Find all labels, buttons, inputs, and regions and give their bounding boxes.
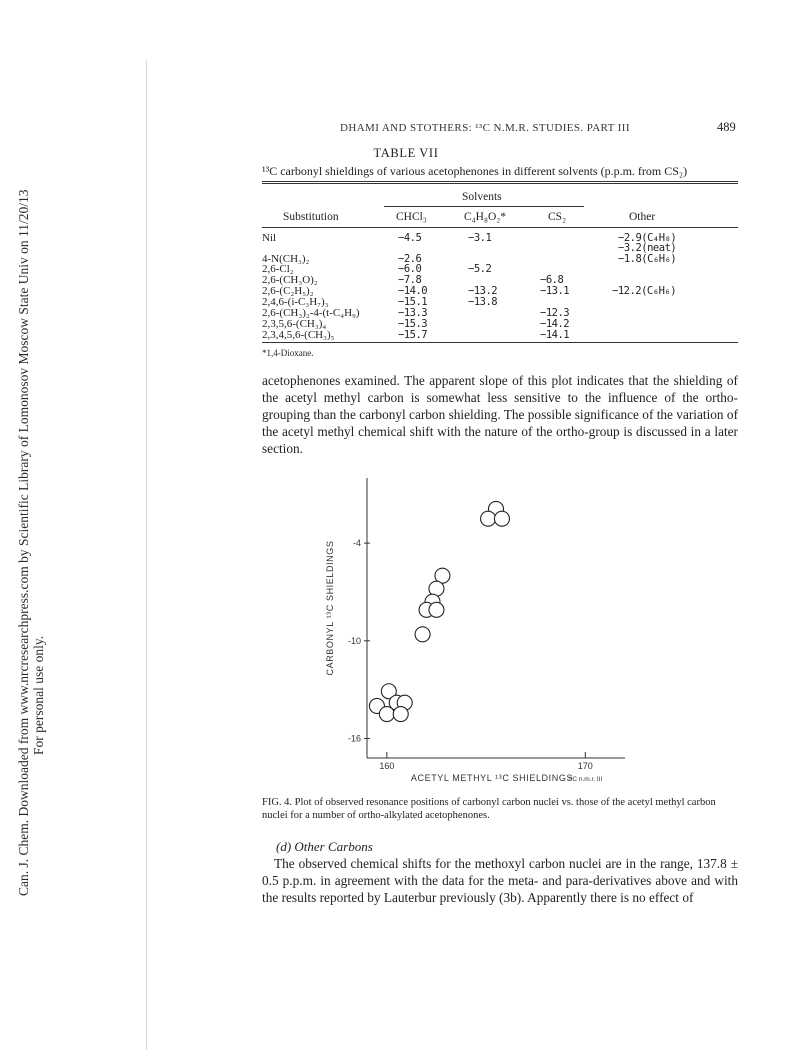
cell-other-r1: −3.2(neat): [618, 242, 677, 254]
personal-use-notice: For personal use only.: [31, 635, 46, 755]
figure-corner-label: ¹³C n.m.r. III: [568, 776, 603, 783]
col-dioxane: C₄H₈O₂*: [464, 211, 507, 223]
y-tick-label: -10: [347, 635, 361, 646]
cell-other-r2: −1.8(C₆H₆): [618, 253, 677, 265]
table-label: TABLE VII: [373, 146, 439, 160]
table-caption: ¹³C carbonyl shieldings of various acetophenones in different solvents (p.p.m. from CS₂): [262, 164, 688, 178]
y-tick-label: -4: [352, 538, 361, 549]
y-tick-label: -16: [347, 733, 361, 744]
cell-sub-r0: Nil: [262, 232, 277, 244]
cell-cs2-r9: −14.1: [540, 329, 570, 341]
cell-chcl3-r4: −7.8: [398, 274, 422, 286]
col-cs2: CS₂: [548, 211, 567, 223]
cell-cs2-r7: −12.3: [540, 307, 570, 319]
data-point: [429, 602, 444, 617]
data-point: [379, 707, 394, 722]
solvents-rule: [384, 206, 584, 207]
solvents-group-header: Solvents: [462, 191, 502, 203]
data-point: [481, 511, 496, 526]
table-top-rule: [262, 181, 738, 182]
body-paragraph-1: acetophenones examined. The apparent slope of this plot indicates that the shielding of the acetyl methyl carbon is somewhat less sensitive to the influence of the ortho-grouping than the carbonyl carbon shielding. The possible significance of the variation of the acetyl methyl chemical shift with the nature of the ortho-group is discussed in a later section.: [262, 373, 738, 456]
cell-chcl3-r5: −14.0: [398, 285, 428, 297]
table-bottom-rule: [262, 342, 738, 343]
data-point: [415, 627, 430, 642]
cell-chcl3-r9: −15.7: [398, 329, 428, 341]
table-footnote: *1,4-Dioxane.: [262, 348, 314, 358]
cell-cs2-r4: −6.8: [540, 274, 564, 286]
body-paragraph-2: The observed chemical shifts for the methoxyl carbon nuclei are in the range, 137.8 ± 0.5 p.p.m. in agreement with the data for the meta- and para-derivatives above and with the results reported by Lauterbur previously (3b). Apparently there is no effect of: [262, 856, 738, 905]
cell-dioxane-r0: −3.1: [468, 232, 492, 244]
cell-dioxane-r3: −5.2: [468, 263, 492, 275]
cell-sub-r6: 2,4,6-(i-C₃H₇)₃: [262, 296, 329, 308]
cell-dioxane-r5: −13.2: [468, 285, 498, 297]
col-chcl3: CHCl₃: [396, 211, 427, 223]
cell-chcl3-r7: −13.3: [398, 307, 428, 319]
figure-caption: FIG. 4. Plot of observed resonance positions of carbonyl carbon nuclei vs. those of the acetyl methyl carbon nuclei for a number of ortho-alkylated acetophenones.: [262, 797, 716, 821]
cell-chcl3-r3: −6.0: [398, 263, 422, 275]
cell-sub-r8: 2,3,5,6-(CH₃)₄: [262, 318, 327, 330]
cell-sub-r5: 2,6-(C₂H₅)₂: [262, 285, 314, 297]
cell-other-r0: −2.9(C₄H₈): [618, 232, 677, 244]
cell-chcl3-r6: −15.1: [398, 296, 428, 308]
x-axis-label: ACETYL METHYL ¹³C SHIELDINGS: [410, 773, 574, 783]
data-point: [494, 511, 509, 526]
x-tick-label: 160: [379, 761, 395, 771]
cell-sub-r2: 4-N(CH₃)₂: [262, 253, 310, 265]
cell-sub-r7: 2,6-(CH₃)₂-4-(t-C₄H₉): [262, 307, 360, 319]
download-notice: Can. J. Chem. Downloaded from www.nrcresearchpress.com by Scientific Library of Lomonosov Moscow State Univ on 11/20/13: [16, 189, 31, 896]
running-head: DHAMI AND STOTHERS: ¹³C N.M.R. STUDIES. PART III: [340, 122, 630, 134]
x-tick-label: 170: [577, 761, 593, 771]
margin-rule: [146, 60, 147, 1050]
y-axis-label: CARBONYL ¹³C SHIELDINGS: [325, 540, 335, 676]
figure-4: [300, 470, 630, 790]
cell-chcl3-r8: −15.3: [398, 318, 428, 330]
data-point: [393, 707, 408, 722]
page-number: 489: [717, 120, 736, 134]
cell-dioxane-r6: −13.8: [468, 296, 498, 308]
section-subheading: (d) Other Carbons: [276, 839, 373, 854]
col-substitution: Substitution: [283, 211, 339, 223]
cell-cs2-r5: −13.1: [540, 285, 570, 297]
cell-chcl3-r0: −4.5: [398, 232, 422, 244]
cell-other-r5: −12.2(C₆H₆): [612, 285, 677, 297]
cell-sub-r9: 2,3,4,5,6-(CH₃)₅: [262, 329, 335, 341]
cell-sub-r4: 2,6-(CH₃O)₂: [262, 274, 318, 286]
cell-chcl3-r2: −2.6: [398, 253, 422, 265]
header-rule: [262, 227, 738, 228]
col-other: Other: [629, 211, 656, 223]
scatter-plot: [300, 470, 630, 790]
table-top-rule-2: [262, 183, 738, 184]
cell-cs2-r8: −14.2: [540, 318, 570, 330]
cell-sub-r3: 2,6-Cl₂: [262, 263, 294, 275]
